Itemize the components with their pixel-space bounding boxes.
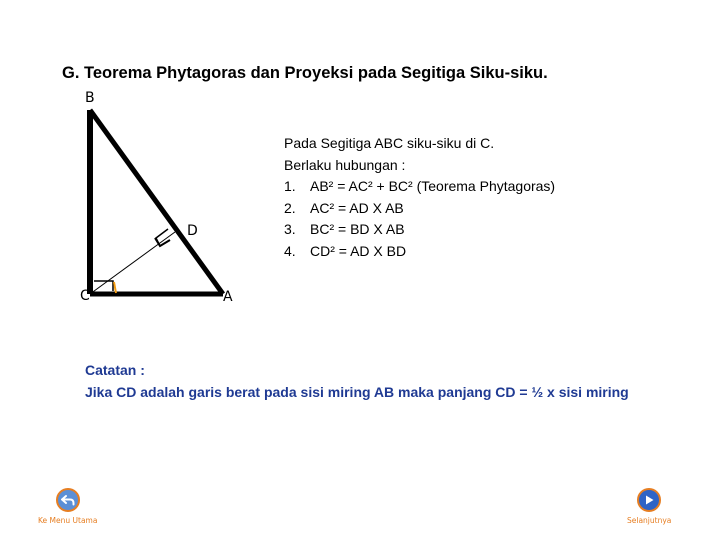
slide-title: G. Teorema Phytagoras dan Proyeksi pada Segitiga Siku-siku.: [62, 64, 548, 82]
relation-text: AC² = AD X AB: [310, 199, 404, 216]
back-to-menu-label[interactable]: Ke Menu Utama: [38, 516, 98, 525]
note-body: Jika CD adalah garis berat pada sisi miring AB maka panjang CD = ½ x sisi miring: [85, 384, 629, 400]
vertex-label-a: A: [223, 289, 233, 305]
vertex-label-d: D: [187, 223, 198, 239]
play-icon[interactable]: [637, 488, 661, 512]
relations-intro-line: Berlaku hubungan :: [284, 156, 406, 173]
relation-number: 3.: [284, 221, 296, 238]
relation-text: CD² = AD X BD: [310, 242, 407, 259]
relation-item: [284, 198, 555, 220]
next-button[interactable]: [627, 488, 671, 525]
note-block: [85, 359, 629, 403]
relations-block: [284, 133, 555, 263]
back-to-menu-button[interactable]: [38, 488, 97, 525]
relation-item: [284, 241, 555, 263]
vertex-label-b: B: [85, 90, 95, 106]
relation-text: AB² = AC² + BC² (Teorema Phytagoras): [310, 178, 556, 195]
relation-item: [284, 176, 555, 198]
relation-number: 2.: [284, 199, 296, 216]
note-heading: Catatan :: [85, 362, 145, 378]
vertex-label-c: C: [80, 288, 90, 304]
altitude-cd: [90, 232, 175, 294]
relations-intro-line: Pada Segitiga ABC siku-siku di C.: [284, 135, 495, 151]
relation-number: 4.: [284, 242, 296, 259]
relation-number: 1.: [284, 178, 296, 195]
next-label[interactable]: Selanjutnya: [627, 516, 672, 525]
side-ab: [90, 110, 223, 294]
right-angle-marker-c-accent: [114, 282, 116, 293]
relation-text: BC² = BD X AB: [310, 221, 405, 238]
back-arrow-icon[interactable]: [56, 488, 80, 512]
relation-item: [284, 219, 555, 241]
